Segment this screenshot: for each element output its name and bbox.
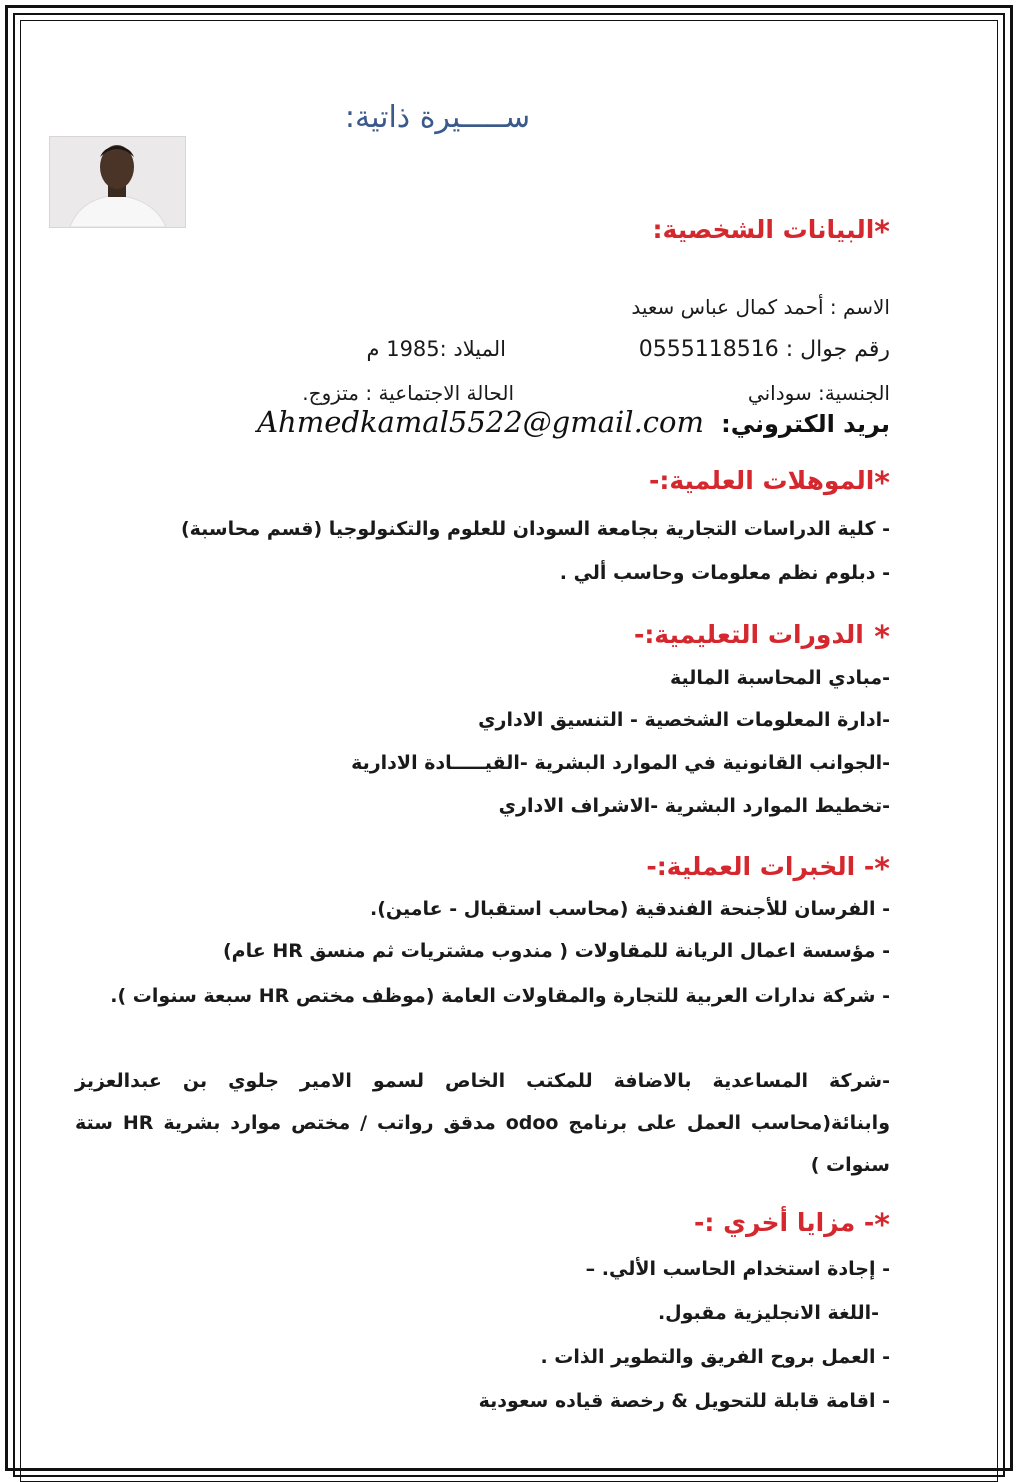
mobile-line: رقم جوال : 0555118516 (638, 337, 890, 362)
other-item: - إجادة استخدام الحاسب الألي. – (585, 1258, 890, 1280)
profile-photo (49, 136, 186, 228)
qualification-item: - دبلوم نظم معلومات وحاسب ألي . (559, 562, 890, 584)
name-line: الاسم : أحمد كمال عباس سعيد (631, 295, 890, 319)
email-address: Ahmedkamal5522@gmail.com (257, 405, 704, 439)
email-label: بريد الكتروني: (721, 410, 890, 438)
section-heading-experience: *- الخبرات العملية:- (646, 852, 890, 887)
experience-item: - مؤسسة اعمال الريانة للمقاولات ( مندوب مشتريات ثم منسق HR عام) (223, 940, 890, 962)
course-item: -مبادي المحاسبة المالية (669, 667, 890, 689)
section-heading-qualifications: *الموهلات العلمية:- (648, 466, 890, 501)
section-heading-courses: * الدورات التعليمية:- (633, 620, 890, 655)
page-title: ســـــيرة ذاتية: (344, 100, 531, 135)
course-item: -تخطيط الموارد البشرية -الاشراف الاداري (498, 795, 890, 817)
experience-item: - الفرسان للأجنحة الفندقية (محاسب استقبال - عامين). (370, 898, 890, 920)
course-item: -ادارة المعلومات الشخصية - التنسيق الاداري (478, 709, 890, 731)
qualification-item: - كلية الدراسات التجارية بجامعة السودان للعلوم والتكنولوجيا (قسم محاسبة) (180, 518, 890, 540)
other-item: - اقامة قابلة للتحويل & رخصة قياده سعودية (478, 1390, 890, 1412)
birth-line: الميلاد :1985 م (366, 337, 506, 361)
nationality-line: الجنسية: سوداني (747, 381, 890, 405)
experience-item: -شركة المساعدية بالاضافة للمكتب الخاص لسمو الامير جلوي بن عبدالعزيز وابنائة(محاسب العمل على برنامج odoo مدقق رواتب / مختص موارد بشرية HR ستة سنوات ) (75, 1070, 891, 1176)
course-item: -الجوانب القانونية في الموارد البشرية -القيـــــادة الادارية (351, 752, 890, 774)
section-heading-personal: *البيانات الشخصية: (652, 215, 890, 250)
experience-item: - شركة ندارات العربية للتجارة والمقاولات العامة (موظف مختص HR سبعة سنوات ). (110, 985, 890, 1007)
section-heading-other: *- مزايا أخري :- (694, 1208, 890, 1243)
other-item: - العمل بروح الفريق والتطوير الذات . (540, 1346, 890, 1368)
other-item: -اللغة الانجليزية مقبول. (657, 1302, 879, 1324)
marital-line: الحالة الاجتماعية : متزوج. (302, 381, 514, 405)
